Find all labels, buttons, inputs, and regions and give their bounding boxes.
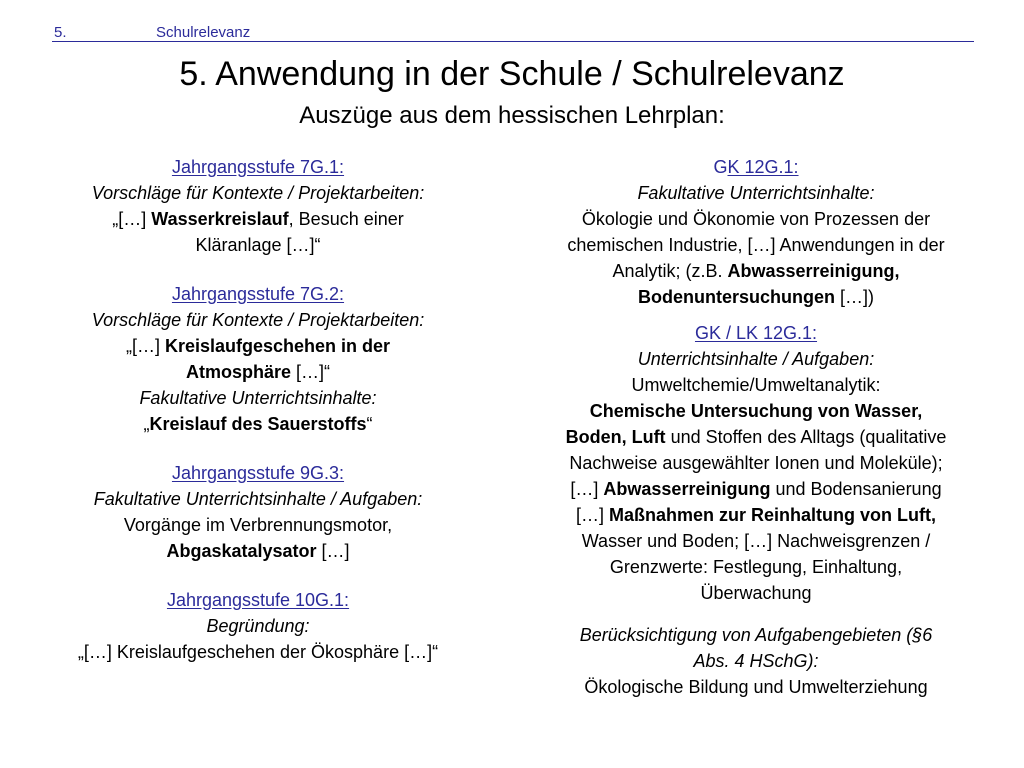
text-run: “ (366, 414, 373, 434)
heading-first-letter: G (713, 157, 728, 177)
text-run: […] (570, 479, 604, 499)
slide-title: 5. Anwendung in der Schule / Schulrelevanz (179, 55, 845, 93)
bold-term: Chemische Untersuchung von Wasser, (589, 401, 923, 421)
block-7g1 (18, 154, 498, 258)
bold-term: Wasserkreislauf (151, 209, 289, 229)
block-gk-lk-12g1 (506, 320, 1006, 606)
bold-term: Maßnahmen zur Reinhaltung von Luft, (609, 505, 936, 525)
block-line (506, 424, 1006, 450)
header-bar (52, 22, 974, 42)
block-heading: Jahrgangsstufe 9G.3: (171, 463, 345, 483)
block-label: Vorschläge für Kontexte / Projektarbeiten: (91, 310, 425, 330)
block-10g1 (18, 587, 498, 665)
block-line: Ökologische Bildung und Umwelterziehung (584, 677, 928, 697)
block-line (18, 411, 498, 437)
block-line (506, 502, 1006, 528)
block-label: Abs. 4 HSchG): (693, 651, 819, 671)
block-line: Vorgänge im Verbrennungsmotor, (123, 515, 393, 535)
heading-rest: K 12G.1: (727, 157, 799, 177)
block-line: Nachweise ausgewählter Ionen und Moleküle); (569, 453, 943, 473)
block-line: „[…] Kreislaufgeschehen der Ökosphäre […]“ (77, 642, 439, 662)
text-run: und Stoffen des Alltags (qualitative (665, 427, 947, 447)
right-column (506, 154, 1006, 700)
block-gk-12g1 (506, 154, 1006, 310)
bold-term: Atmosphäre (185, 362, 292, 382)
text-run: , Besuch einer (288, 209, 404, 229)
block-line (506, 398, 1006, 424)
block-line: Grenzwerte: Festlegung, Einhaltung, (609, 557, 903, 577)
block-line (18, 359, 498, 385)
block-line (18, 333, 498, 359)
bold-term: Abgaskatalysator (166, 541, 317, 561)
block-heading (506, 154, 1006, 180)
block-heading: Jahrgangsstufe 7G.1: (171, 157, 345, 177)
text-run: und Bodensanierung (770, 479, 942, 499)
bold-term: Bodenuntersuchungen (638, 287, 835, 307)
bold-term: Kreislauf des Sauerstoffs (149, 414, 367, 434)
block-label: Fakultative Unterrichtsinhalte / Aufgaben: (93, 489, 423, 509)
block-heading: Jahrgangsstufe 10G.1: (166, 590, 350, 610)
block-label: Fakultative Unterrichtsinhalte: (637, 183, 875, 203)
slide-subtitle: Auszüge aus dem hessischen Lehrplan: (299, 102, 725, 129)
block-label: Fakultative Unterrichtsinhalte: (139, 388, 377, 408)
text-run: „ (143, 414, 150, 434)
block-line (18, 538, 498, 564)
block-line: Wasser und Boden; […] Nachweisgrenzen / (581, 531, 931, 551)
block-line: Umweltchemie/Umweltanalytik: (631, 375, 881, 395)
bold-term: Abwasserreinigung (603, 479, 771, 499)
bold-term: Kreislaufgeschehen in der (164, 336, 391, 356)
block-9g3 (18, 460, 498, 564)
block-heading: GK / LK 12G.1: (694, 323, 818, 343)
text-run: […] (316, 541, 350, 561)
block-line: Überwachung (700, 583, 812, 603)
block-line (506, 476, 1006, 502)
text-run: „[…] (112, 209, 152, 229)
left-column (18, 154, 498, 665)
block-label: Unterrichtsinhalte / Aufgaben: (637, 349, 875, 369)
text-run: „[…] (125, 336, 165, 356)
block-aufgabengebiete (506, 622, 1006, 700)
block-label: Vorschläge für Kontexte / Projektarbeiten: (91, 183, 425, 203)
text-run: Analytik; (z.B. (612, 261, 728, 281)
block-line: chemischen Industrie, […] Anwendungen in der (567, 235, 945, 255)
header-section-number: 5. (54, 24, 67, 41)
header-section-label: Schulrelevanz (156, 24, 251, 41)
text-run: […]) (835, 287, 874, 307)
text-run: […]“ (291, 362, 331, 382)
block-line: Kläranlage […]“ (195, 235, 321, 255)
block-line (18, 206, 498, 232)
block-line: Ökologie und Ökonomie von Prozessen der (581, 209, 931, 229)
block-heading: Jahrgangsstufe 7G.2: (171, 284, 345, 304)
block-label: Begründung: (206, 616, 310, 636)
block-line (506, 258, 1006, 284)
text-run: […] (575, 505, 609, 525)
block-7g2 (18, 281, 498, 437)
bold-term: Boden, Luft (565, 427, 666, 447)
block-line (506, 284, 1006, 310)
block-label: Berücksichtigung von Aufgabengebieten (§6 (579, 625, 933, 645)
bold-term: Abwasserreinigung, (727, 261, 900, 281)
